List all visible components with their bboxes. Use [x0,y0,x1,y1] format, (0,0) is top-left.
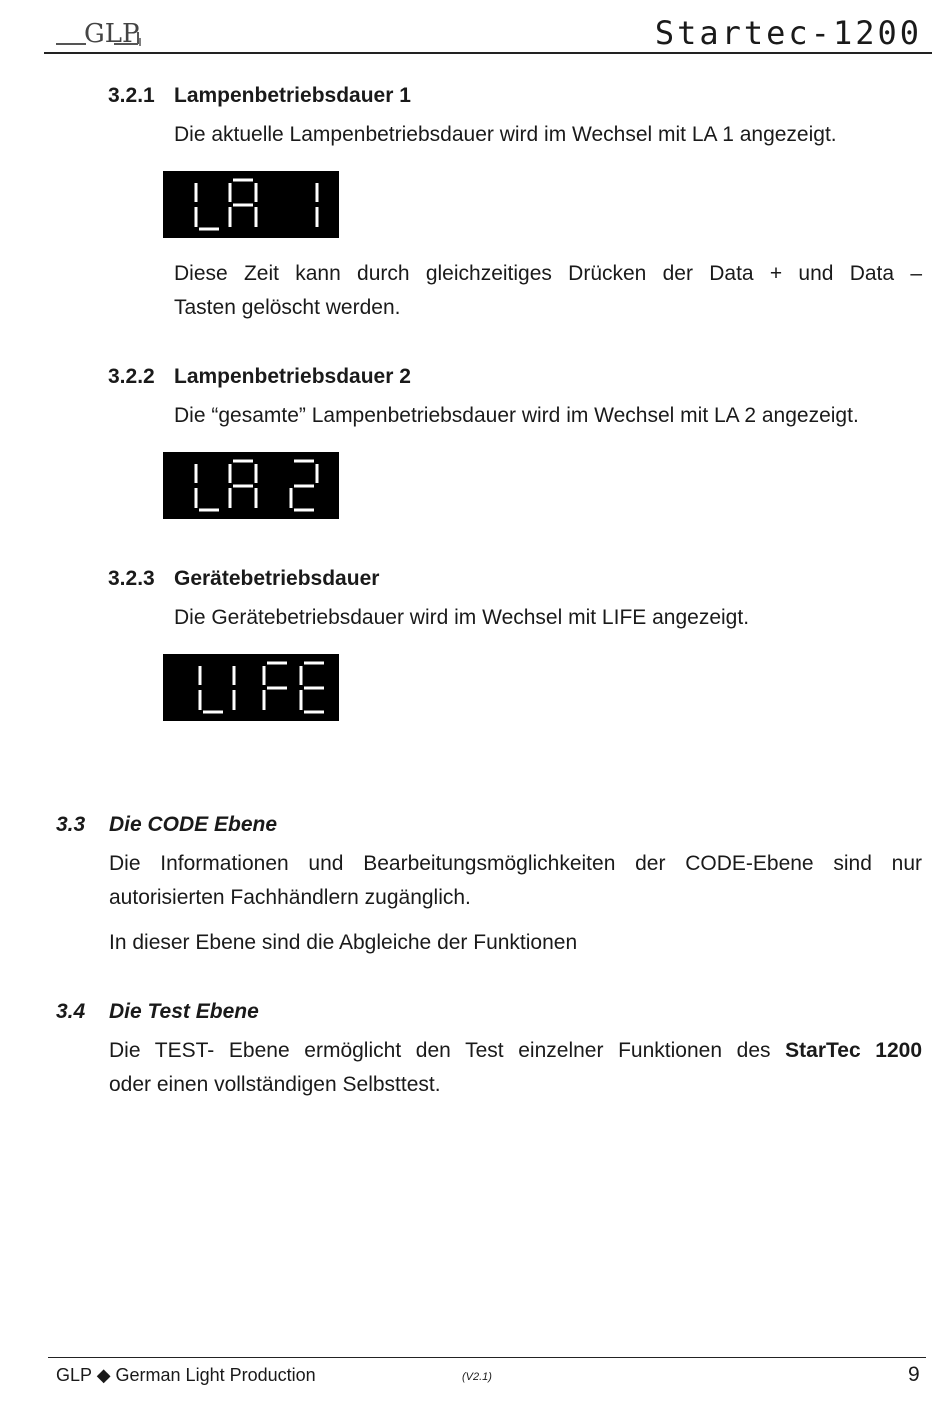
section-3-3-line-1: Die Informationen und Bearbeitungsmöglichkeiten der CODE-Ebene sind nur [109,852,922,875]
seven-segment-display-la1 [163,171,339,238]
display-graphic-life [163,654,339,721]
section-number: 3.4 [56,1000,86,1023]
section-text-3-2-2: Die “gesamte” Lampenbetriebsdauer wird im Wechsel mit LA 2 angezeigt. [174,404,859,427]
section-number: 3.2.2 [108,365,155,388]
section-number: 3.2.1 [108,84,155,107]
footer-divider [48,1357,926,1358]
seven-segment-display-life [163,654,339,721]
product-name: StarTec 1200 [785,1039,923,1062]
section-number: 3.2.3 [108,567,155,590]
section-heading-3-2-2 [108,365,411,389]
section-title: Lampenbetriebsdauer 2 [174,365,411,388]
section-number: 3.3 [56,813,86,836]
display-graphic-la2 [163,452,339,519]
section-text-3-2-3: Die Gerätebetriebsdauer wird im Wechsel mit LIFE angezeigt. [174,606,750,629]
page-number: 9 [908,1363,920,1386]
section-heading-3-2-1 [108,84,411,108]
note-line-2: Tasten gelöscht werden. [174,296,401,319]
footer-company: GLP ◆ German Light Production [56,1365,316,1385]
section-3-3-line-2: autorisierten Fachhändlern zugänglich. [109,886,471,909]
section-title: Die CODE Ebene [109,813,278,836]
section-title: Gerätebetriebsdauer [174,567,380,590]
document-title: Startec-1200 [654,14,922,52]
section-3-4-line-1-text: Die TEST- Ebene ermöglicht den Test einzelner Funktionen des [109,1039,771,1062]
section-3-4-line-1 [109,1034,922,1068]
section-title: Lampenbetriebsdauer 1 [174,84,411,107]
section-3-3-line-3: In dieser Ebene sind die Abgleiche der Funktionen [109,931,578,954]
glp-logo [52,8,148,52]
section-3-4-line-2: oder einen vollständigen Selbsttest. [109,1073,441,1096]
header-divider [44,52,932,54]
section-heading-3-2-3 [108,567,379,591]
display-graphic-la1 [163,171,339,238]
logo-text: GLP [84,19,140,49]
seven-segment-display-la2 [163,452,339,519]
section-heading-3-3 [56,813,277,837]
section-text-3-2-1: Die aktuelle Lampenbetriebsdauer wird im Wechsel mit LA 1 angezeigt. [174,123,837,146]
section-heading-3-4 [56,1000,259,1024]
section-title: Die Test Ebene [109,1000,259,1023]
footer-version: (V2.1) [462,1371,492,1383]
note-line-1: Diese Zeit kann durch gleichzeitiges Drücken der Data + und Data – [174,262,922,285]
